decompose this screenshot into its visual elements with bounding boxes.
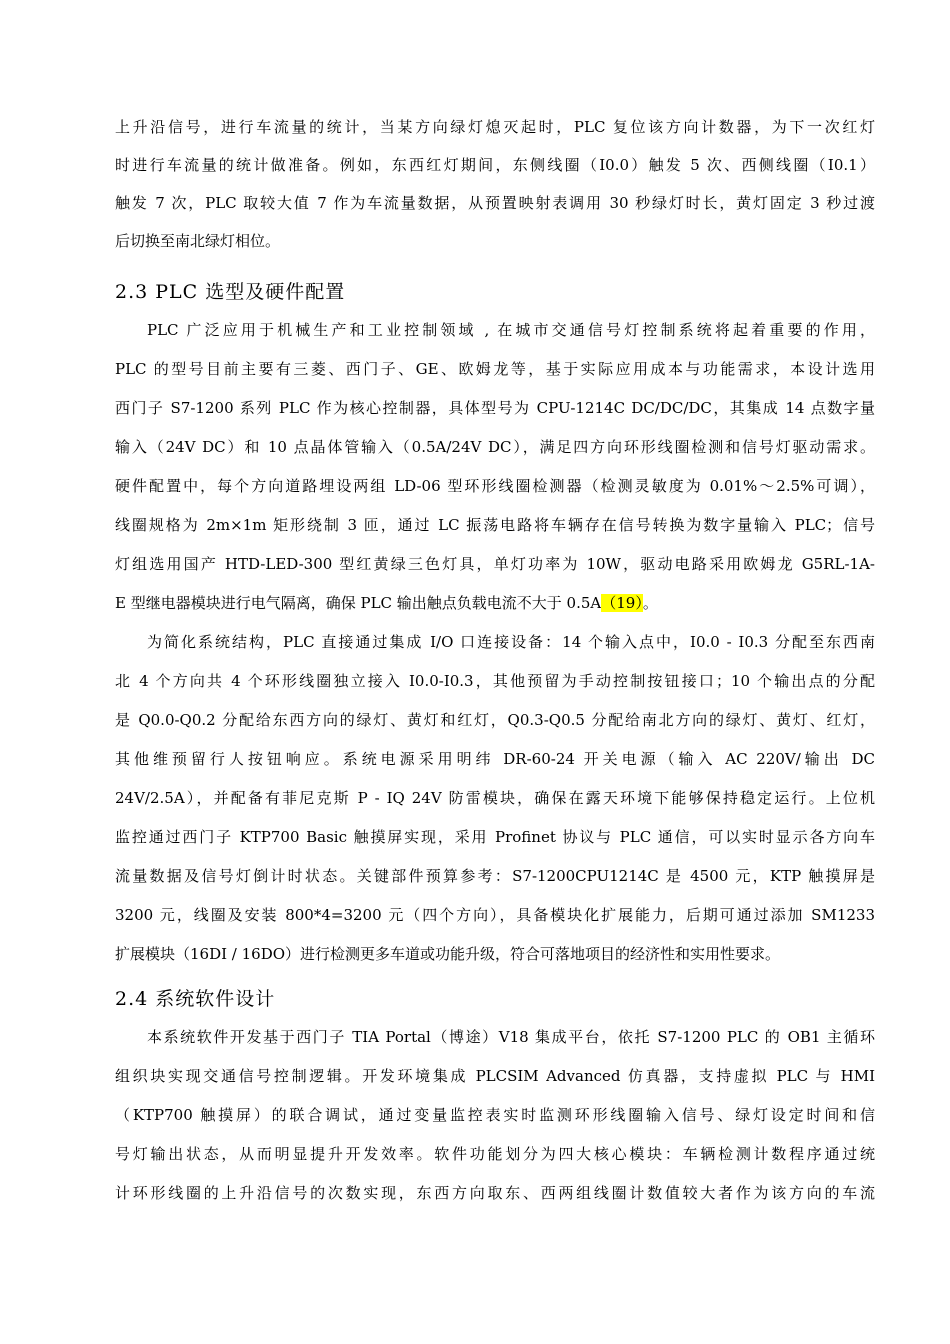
- paragraph-line: 触发 7 次，PLC 取较大值 7 作为车流量数据，从预置映射表调用 30 秒绿灯时长，黄灯固定 3 秒过渡: [115, 194, 875, 212]
- paragraph-line: 24V/2.5A），并配备有菲尼克斯 P - IQ 24V 防雷模块，确保在露天环境下能够保持稳定运行。上位机: [115, 789, 875, 807]
- paragraph-line: 上升沿信号，进行车流量的统计，当某方向绿灯熄灭起时，PLC 复位该方向计数器，为下一次红灯: [115, 118, 875, 136]
- paragraph-text: 。: [642, 594, 658, 612]
- citation-highlight: （19）: [601, 594, 643, 612]
- paragraph-line: 计环形线圈的上升沿信号的次数实现，东西方向取东、西两组线圈计数值较大者作为该方向的车流: [115, 1184, 875, 1202]
- paragraph-line: PLC 广泛应用于机械生产和工业控制领域 , 在城市交通信号灯控制系统将起着重要的作用，: [147, 321, 875, 339]
- paragraph-line: 本系统软件开发基于西门子 TIA Portal（博途）V18 集成平台，依托 S7-1200 PLC 的 OB1 主循环: [147, 1028, 875, 1046]
- paragraph-line: 灯组选用国产 HTD-LED-300 型红黄绿三色灯具，单灯功率为 10W，驱动电路采用欧姆龙 G5RL-1A-: [115, 555, 875, 573]
- paragraph-line: 是 Q0.0-Q0.2 分配给东西方向的绿灯、黄灯和红灯，Q0.3-Q0.5 分配给南北方向的绿灯、黄灯、红灯，: [115, 711, 875, 729]
- paragraph-line: 流量数据及信号灯倒计时状态。关键部件预算参考：S7-1200CPU1214C 是 4500 元，KTP 触摸屏是: [115, 867, 875, 885]
- paragraph-line: 监控通过西门子 KTP700 Basic 触摸屏实现，采用 Profinet 协议与 PLC 通信，可以实时显示各方向车: [115, 828, 875, 846]
- paragraph-line: 号灯输出状态，从而明显提升开发效率。软件功能划分为四大核心模块：车辆检测计数程序通过统: [115, 1145, 875, 1163]
- paragraph-line: 组织块实现交通信号控制逻辑。开发环境集成 PLCSIM Advanced 仿真器，支持虚拟 PLC 与 HMI: [115, 1067, 875, 1085]
- paragraph-line: 线圈规格为 2m×1m 矩形绕制 3 匝，通过 LC 振荡电路将车辆存在信号转换为数字量输入 PLC；信号: [115, 516, 875, 534]
- paragraph-line: 西门子 S7-1200 系列 PLC 作为核心控制器，具体型号为 CPU-1214C DC/DC/DC，其集成 14 点数字量: [115, 399, 875, 417]
- section-heading-2-4: 2.4 系统软件设计: [115, 988, 276, 1010]
- paragraph-line: 其他维预留行人按钮响应。系统电源采用明纬 DR-60-24 开关电源（输入 AC 220V/输出 DC: [115, 750, 875, 768]
- paragraph-line: 时进行车流量的统计做准备。例如，东西红灯期间，东侧线圈（I0.0）触发 5 次、西侧线圈（I0.1）: [115, 156, 875, 174]
- paragraph-text: E 型继电器模块进行电气隔离，确保 PLC 输出触点负载电流不大于 0.5A: [115, 594, 602, 612]
- paragraph-line: [115, 590, 875, 616]
- paragraph-line: 后切换至南北绿灯相位。: [115, 232, 281, 250]
- paragraph-line: 输入（24V DC）和 10 点晶体管输入（0.5A/24V DC），满足四方向环形线圈检测和信号灯驱动需求。: [115, 438, 875, 456]
- paragraph-line: （KTP700 触摸屏）的联合调试，通过变量监控表实时监测环形线圈输入信号、绿灯设定时间和信: [115, 1106, 875, 1124]
- paragraph-line: 北 4 个方向共 4 个环形线圈独立接入 I0.0-I0.3，其他预留为手动控制按钮接口；10 个输出点的分配: [115, 672, 875, 690]
- section-heading-2-3: 2.3 PLC 选型及硬件配置: [115, 281, 346, 303]
- paragraph-line: 3200 元，线圈及安装 800*4=3200 元（四个方向），具备模块化扩展能力，后期可通过添加 SM1233: [115, 906, 875, 924]
- paragraph-line: 扩展模块（16DI / 16DO）进行检测更多车道或功能升级，符合可落地项目的经济性和实用性要求。: [115, 945, 781, 963]
- paragraph-line: PLC 的型号目前主要有三菱、西门子、GE、欧姆龙等，基于实际应用成本与功能需求，本设计选用: [115, 360, 875, 378]
- paragraph-line: 硬件配置中，每个方向道路埋设两组 LD-06 型环形线圈检测器（检测灵敏度为 0.01%～2.5%可调），: [115, 477, 875, 495]
- paragraph-line: 为简化系统结构，PLC 直接通过集成 I/O 口连接设备：14 个输入点中，I0.0 - I0.3 分配至东西南: [147, 633, 875, 651]
